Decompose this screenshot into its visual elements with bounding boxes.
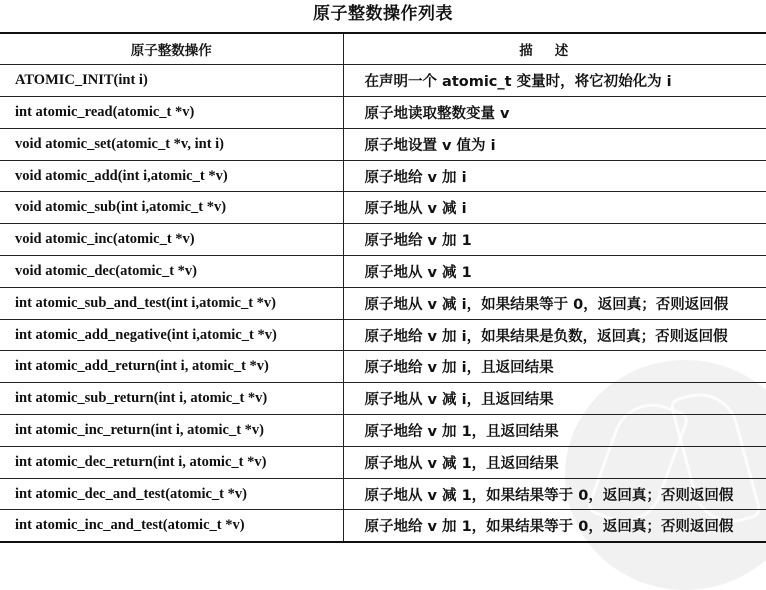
table-row — [0, 446, 766, 478]
description-cell: 原子地从 v 减 i，如果结果等于 0，返回真；否则返回假 — [343, 287, 766, 319]
atomic-operations-table — [0, 32, 766, 543]
operation-cell: int atomic_dec_return(int i, atomic_t *v) — [0, 446, 343, 478]
operation-cell: int atomic_inc_return(int i, atomic_t *v) — [0, 415, 343, 447]
operation-cell: void atomic_dec(atomic_t *v) — [0, 256, 343, 288]
description-cell: 在声明一个 atomic_t 变量时，将它初始化为 i — [343, 65, 766, 97]
operation-cell: int atomic_add_negative(int i,atomic_t *v) — [0, 319, 343, 351]
operation-cell: void atomic_inc(atomic_t *v) — [0, 224, 343, 256]
operation-cell: int atomic_sub_return(int i, atomic_t *v) — [0, 383, 343, 415]
description-cell: 原子地给 v 加 1，如果结果等于 0，返回真；否则返回假 — [343, 510, 766, 542]
description-cell: 原子地给 v 加 i，如果结果是负数，返回真；否则返回假 — [343, 319, 766, 351]
description-cell: 原子地给 v 加 i — [343, 160, 766, 192]
header-operation: 原子整数操作 — [0, 33, 343, 65]
table-row — [0, 478, 766, 510]
table-row — [0, 415, 766, 447]
table-row — [0, 128, 766, 160]
description-cell: 原子地从 v 减 1 — [343, 256, 766, 288]
operation-cell: int atomic_inc_and_test(atomic_t *v) — [0, 510, 343, 542]
description-cell: 原子地给 v 加 1 — [343, 224, 766, 256]
table-row — [0, 192, 766, 224]
table-row — [0, 319, 766, 351]
table-title: 原子整数操作列表 — [313, 4, 453, 24]
table-row — [0, 65, 766, 97]
operation-cell: int atomic_sub_and_test(int i,atomic_t *v) — [0, 287, 343, 319]
table-row — [0, 510, 766, 542]
table-row — [0, 224, 766, 256]
operation-cell: void atomic_add(int i,atomic_t *v) — [0, 160, 343, 192]
table-row — [0, 383, 766, 415]
table-header-row — [0, 33, 766, 65]
description-cell: 原子地从 v 减 i — [343, 192, 766, 224]
table-row — [0, 351, 766, 383]
description-cell: 原子地从 v 减 1，且返回结果 — [343, 446, 766, 478]
description-cell: 原子地从 v 减 1，如果结果等于 0，返回真；否则返回假 — [343, 478, 766, 510]
operation-cell: void atomic_sub(int i,atomic_t *v) — [0, 192, 343, 224]
operation-cell: int atomic_dec_and_test(atomic_t *v) — [0, 478, 343, 510]
description-cell: 原子地从 v 减 i，且返回结果 — [343, 383, 766, 415]
operation-cell: int atomic_add_return(int i, atomic_t *v) — [0, 351, 343, 383]
table-row — [0, 97, 766, 129]
description-cell: 原子地给 v 加 1，且返回结果 — [343, 415, 766, 447]
description-cell: 原子地读取整数变量 v — [343, 97, 766, 129]
description-cell: 原子地给 v 加 i，且返回结果 — [343, 351, 766, 383]
table-row — [0, 256, 766, 288]
operation-cell: void atomic_set(atomic_t *v, int i) — [0, 128, 343, 160]
description-cell: 原子地设置 v 值为 i — [343, 128, 766, 160]
table-row — [0, 287, 766, 319]
header-description: 描述 — [343, 33, 766, 65]
operation-cell: int atomic_read(atomic_t *v) — [0, 97, 343, 129]
operation-cell: ATOMIC_INIT(int i) — [0, 65, 343, 97]
table-row — [0, 160, 766, 192]
